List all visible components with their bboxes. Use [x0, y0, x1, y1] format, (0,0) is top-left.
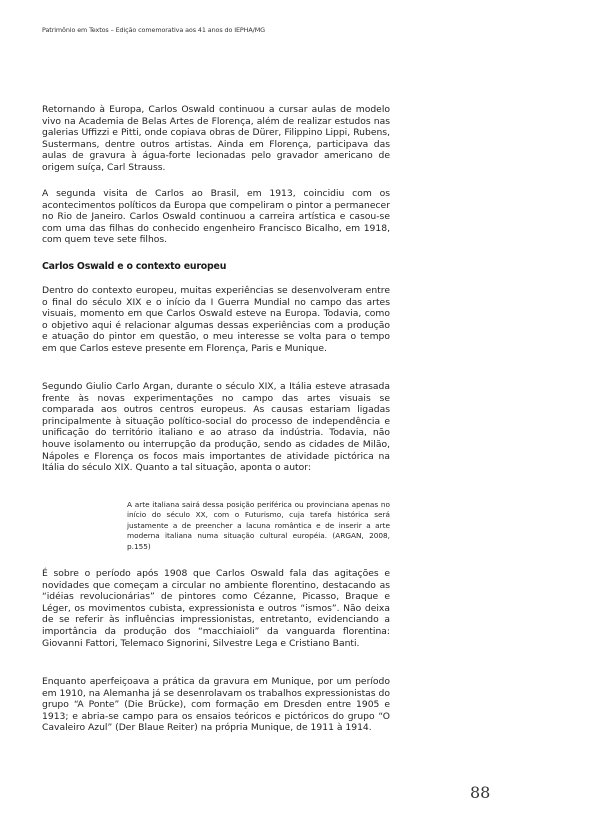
paragraph-second-visit: [42, 188, 390, 246]
paragraph-return-to-europe: [42, 104, 390, 174]
section-heading-block: [42, 261, 390, 272]
paragraph-text: Segundo Giulio Carlo Argan, durante o século XIX, a Itália esteve atrasada frente às novas experimentações no campo das artes visuais se comparada aos outros centros europeus. As causas estariam ligadas principalmente à situação político-social do processo de independência e unificação do território italiano e ao atraso da indústria. Todavia, não houve isolamento ou interrupção da produção, sendo as cidades de Milão, Nápoles e Florença os focos mais importantes de atividade pictórica na Itália do século XIX. Quanto a tal situação, aponta o autor:: [42, 381, 390, 474]
section-heading: Carlos Oswald e o contexto europeu: [42, 261, 227, 272]
paragraph-text: Enquanto aperfeiçoava a prática da gravura em Munique, por um período em 1910, na Alemanha já se desenrolavam os trabalhos expressionistas do grupo “A Ponte” (Die Brücke), com formação em Dresden entre 1905 e 1913; e abria-se campo para os ensaios teóricos e pictóricos do grupo “O Cavaleiro Azul” (Der Blaue Reiter) na própria Munique, de 1911 à 1914.: [42, 676, 390, 734]
paragraph-argan: [42, 381, 390, 474]
paragraph-text: Retornando à Europa, Carlos Oswald continuou a cursar aulas de modelo vivo na Academia de Belas Artes de Florença, além de realizar estudos nas galerias Uffizzi e Pitti, onde copiava obras de Dürer, Filippino Lippi, Rubens, Sustermans, dentre outros artistas. Ainda em Florença, participava das aulas de gravura à água-forte lecionadas pelo gravador americano de origem suíça, Carl Strauss.: [42, 104, 390, 173]
paragraph-text: A segunda visita de Carlos ao Brasil, em 1913, coincidiu com os acontecimentos políticos da Europa que compeliram o pintor a permanecer no Rio de Janeiro. Carlos Oswald continuou a carreira artística e casou-se com uma das filhas do conhecido engenheiro Francisco Bicalho, em 1918, com quem teve sete filhos.: [42, 188, 390, 246]
paragraph-european-context: [42, 285, 390, 355]
paragraph-text: Dentro do contexto europeu, muitas experiências se desenvolveram entre o final do século XIX e o início da I Guerra Mundial no campo das artes visuais, momento em que Carlos Oswald esteve na Europa. Todavia, como o objetivo aqui é relacionar algumas dessas experiências com a produção e atuação do pintor em questão, o meu interesse se volta para o tempo em que Carlos esteve presente em Florença, Paris e Munique.: [42, 285, 390, 354]
running-header: Patrimônio em Textos – Edição comemorativa aos 41 anos do IEPHA/MG: [42, 26, 265, 34]
page-number: 88: [470, 783, 491, 802]
block-quote: A arte italiana sairá dessa posição periférica ou provinciana apenas no início do século XX, com o Futurismo, cuja tarefa histórica será justamente a de preencher a lacuna romântica e de inserir a arte moderna italiana numa situação cultural européia. (ARGAN, 2008, p.155): [127, 500, 390, 551]
paragraph-after-1908: [42, 568, 390, 649]
paragraph-text: É sobre o período após 1908 que Carlos Oswald fala das agitações e novidades que começam a circular no ambiente florentino, destacando as “idéias revolucionárias” de pintores como Cézanne, Picasso, Braque e Léger, os movimentos cubista, expressionista e outros “ismos”. Não deixa de se referir às influências impressionistas, entretanto, evidenciando a importância da produção dos “macchiaioli” da vanguarda florentina: Giovanni Fattori, Telemaco Signorini, Silvestre Lega e Cristiano Banti.: [42, 568, 390, 649]
paragraph-munich: [42, 676, 390, 734]
